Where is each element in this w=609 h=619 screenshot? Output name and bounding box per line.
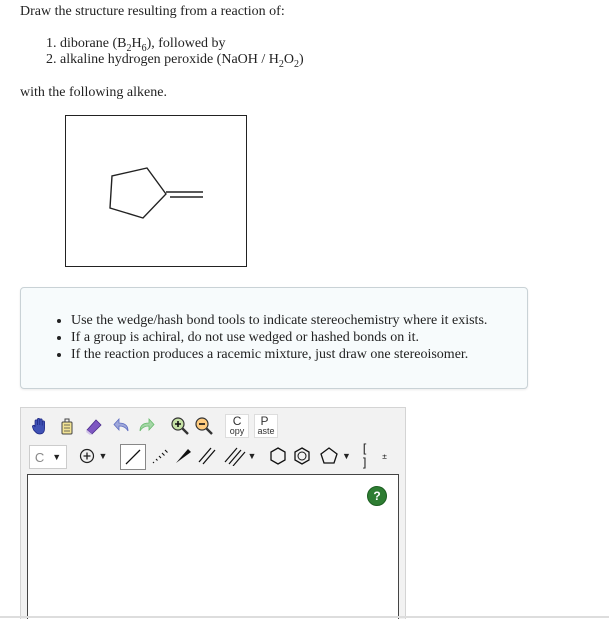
cyclopentane-select[interactable] (315, 445, 355, 467)
pentagon-icon (319, 446, 339, 466)
atom-select[interactable]: C ▼ (29, 445, 67, 469)
single-bond-tool[interactable] (120, 444, 146, 470)
undo-icon[interactable] (111, 415, 133, 437)
redo-icon[interactable] (135, 415, 157, 437)
wedge-bond-tool[interactable] (172, 445, 194, 467)
help-icon[interactable]: ? (367, 486, 387, 506)
benzene-icon (292, 446, 312, 466)
chevron-down-icon: ▼ (52, 452, 62, 462)
instruction-item: • Use the wedge/hash bond tools to indicate stereochemistry where it exists. (71, 312, 487, 329)
copy-button[interactable]: C opy (225, 414, 249, 438)
charge-select[interactable] (75, 445, 111, 467)
instruction-item: • If a group is achiral, do not use wedged or hashed bonds on it. (71, 329, 487, 346)
alkene-structure-box (65, 115, 247, 267)
triple-bond-icon (224, 446, 246, 466)
hash-bond-icon (149, 446, 169, 466)
with-alkene-text: with the following alkene. (20, 85, 167, 100)
zoom-out-icon[interactable] (193, 415, 215, 437)
double-bond-tool[interactable] (196, 445, 218, 467)
triple-bond-tool[interactable] (220, 445, 260, 467)
hexagon-icon (268, 446, 288, 466)
bracket-tool[interactable]: [ ] ± (361, 442, 387, 470)
erase-icon[interactable] (83, 415, 105, 437)
drawing-canvas[interactable] (27, 474, 399, 619)
hand-icon[interactable] (29, 415, 51, 437)
hash-bond-tool[interactable] (148, 445, 170, 467)
chevron-down-icon: ▼ (342, 451, 351, 461)
reaction-step-2: 2. alkaline hydrogen peroxide (NaOH / $H_2O_2$) (46, 52, 304, 70)
single-bond-icon (123, 447, 143, 467)
clear-icon[interactable] (56, 415, 78, 437)
double-bond-icon (197, 446, 217, 466)
wedge-bond-icon (173, 446, 193, 466)
instructions-box (20, 287, 528, 389)
chevron-down-icon: ▼ (247, 451, 257, 461)
instruction-item: • If the reaction produces a racemic mixture, just draw one stereoisomer. (71, 346, 487, 363)
charge-plus-icon (79, 448, 95, 464)
benzene-tool[interactable] (291, 445, 313, 467)
cyclohexane-tool[interactable] (267, 445, 289, 467)
reaction-step-1: 1. diborane $(B_2H_6)$, followed by (46, 36, 226, 54)
instructions-list (21, 312, 487, 363)
methylenecyclopentane-structure (66, 116, 246, 266)
zoom-in-icon[interactable] (169, 415, 191, 437)
chevron-down-icon: ▼ (98, 451, 108, 461)
paste-button[interactable]: P aste (254, 414, 278, 438)
question-prompt: Draw the structure resulting from a reaction of: (20, 4, 285, 19)
